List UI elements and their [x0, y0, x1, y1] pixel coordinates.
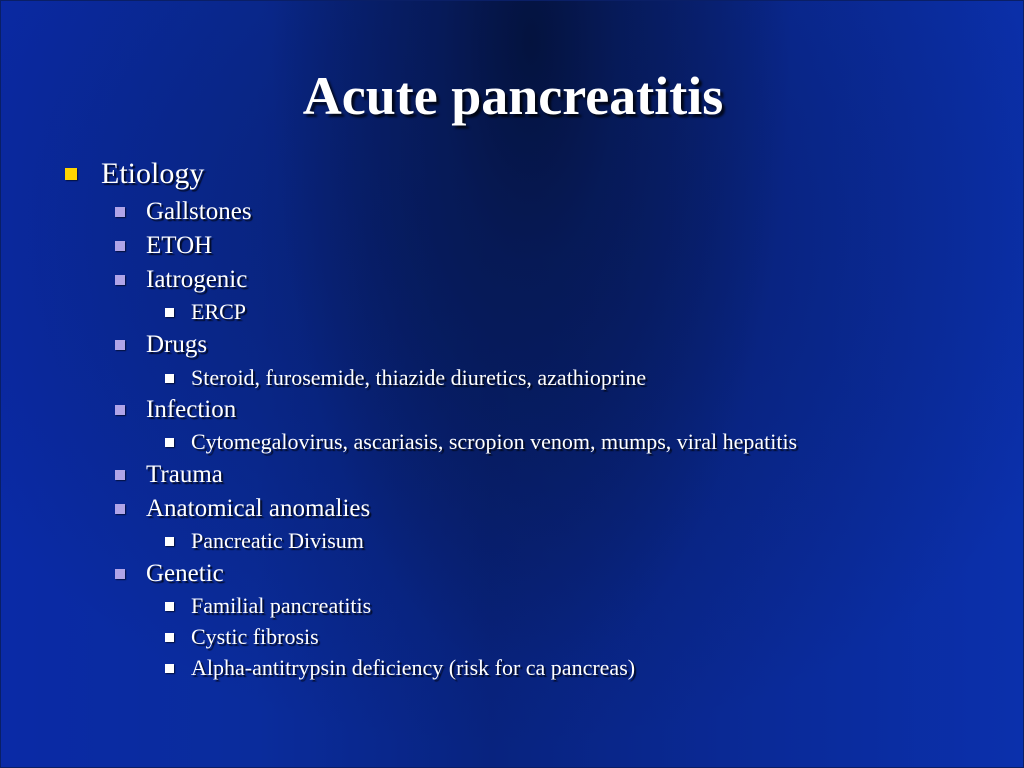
- square-bullet-icon: [115, 504, 125, 514]
- bullet-text: Familial pancreatitis: [191, 593, 372, 618]
- bullet-ercp: [191, 299, 246, 325]
- bullet-etiology: [101, 156, 204, 192]
- bullet-text: Genetic: [146, 560, 224, 587]
- bullet-drugs-list: [191, 365, 646, 391]
- bullet-pancreatic-divisum: [191, 528, 364, 554]
- bullet-text: Steroid, furosemide, thiazide diuretics, azathioprine: [191, 365, 647, 390]
- bullet-infection-list: [191, 429, 797, 455]
- bullet-text: ETOH: [146, 232, 213, 259]
- bullet-text: Cystic fibrosis: [191, 624, 319, 649]
- bullet-trauma: [146, 460, 223, 490]
- bullet-text: Anatomical anomalies: [146, 495, 371, 522]
- slide-title: Acute pancreatitis: [302, 66, 724, 126]
- square-bullet-icon: [165, 602, 174, 611]
- bullet-text: Cytomegalovirus, ascariasis, scropion venom, mumps, viral hepatitis: [191, 429, 798, 454]
- bullet-text: ERCP: [191, 299, 247, 324]
- bullet-text: Pancreatic Divisum: [191, 528, 364, 553]
- bullet-genetic: [146, 559, 224, 589]
- bullet-text: Drugs: [146, 331, 208, 358]
- square-bullet-icon: [115, 275, 125, 285]
- square-bullet-icon: [165, 537, 174, 546]
- square-bullet-icon: [65, 168, 77, 180]
- square-bullet-icon: [115, 405, 125, 415]
- bullet-cystic-fibrosis: [191, 624, 319, 650]
- square-bullet-icon: [115, 207, 125, 217]
- bullet-drugs: [146, 330, 207, 360]
- bullet-iatrogenic: [146, 265, 247, 295]
- bullet-text: Alpha-antitrypsin deficiency (risk for ca pancreas): [191, 655, 636, 680]
- square-bullet-icon: [115, 569, 125, 579]
- square-bullet-icon: [165, 438, 174, 447]
- bullet-alpha-antitrypsin: [191, 655, 635, 681]
- bullet-etoh: [146, 231, 212, 261]
- bullet-anatomical-anomalies: [146, 494, 370, 524]
- bullet-text: Iatrogenic: [146, 266, 248, 293]
- bullet-text: Etiology: [101, 157, 205, 190]
- bullet-text: Infection: [146, 396, 237, 423]
- square-bullet-icon: [115, 241, 125, 251]
- square-bullet-icon: [165, 633, 174, 642]
- square-bullet-icon: [165, 374, 174, 383]
- square-bullet-icon: [165, 308, 174, 317]
- bullet-infection: [146, 395, 236, 425]
- square-bullet-icon: [115, 470, 125, 480]
- bullet-list: [1, 1, 1024, 768]
- bullet-text: Trauma: [146, 461, 223, 488]
- bullet-gallstones: [146, 197, 252, 227]
- square-bullet-icon: [115, 340, 125, 350]
- bullet-text: Gallstones: [146, 198, 252, 225]
- square-bullet-icon: [165, 664, 174, 673]
- bullet-familial-pancreatitis: [191, 593, 371, 619]
